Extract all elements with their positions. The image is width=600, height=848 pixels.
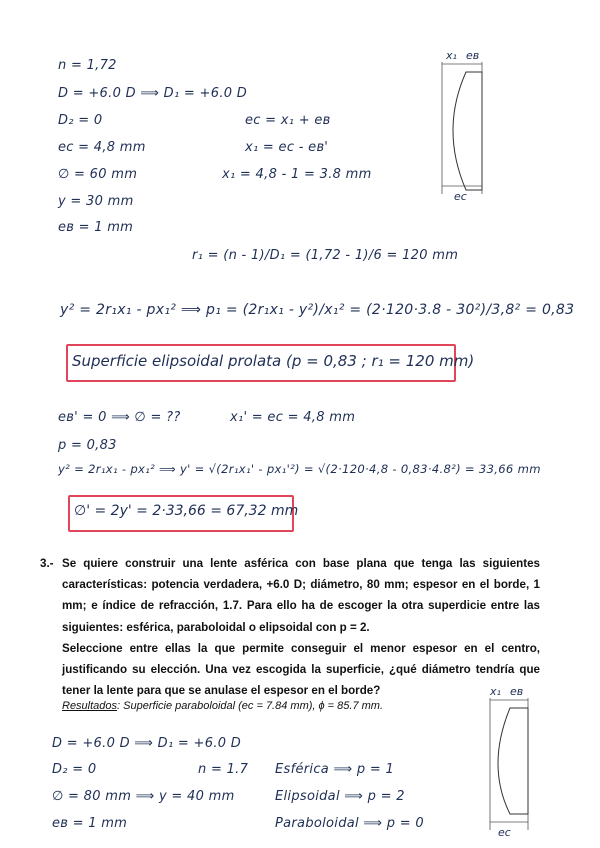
problem-statement xyxy=(40,553,540,701)
eq-x1-value: x₁ = 4,8 - 1 = 3.8 mm xyxy=(222,167,372,182)
eq-y-prime: y² = 2r₁x₁ - px₁² ⟹ y' = √(2r₁x₁' - px₁'²) = √(2·120·4,8 - 0,83·4.8²) = 33,66 mm xyxy=(58,462,541,476)
problem-text: Se quiere construir una lente asférica con base plana que tenga las siguientes características: potencia verdadera, +6.0 D; diámetro, 80 mm; espesor en el borde, 1 mm; e índice de refracción, 1.7. Para ello ha de escoger la otra superdicie entre las siguientes: esférica, paraboloidal o elipsoidal con p = 2. xyxy=(62,557,540,634)
lens-diagram-1 xyxy=(436,49,496,203)
lens1-ec-label: eᴄ xyxy=(454,190,467,203)
problem-text-2: Seleccione entre ellas la que permite conseguir el menor espesor en el centro, justificando su elección. Una vez escogida la superficie, ¿qué diámetro tendría que tener la lente para que se anulase el espesor en el borde? xyxy=(62,641,540,698)
results-label: Resultados xyxy=(62,700,118,712)
lens1-x1-label: x₁ xyxy=(446,49,457,62)
given-eb: eʙ = 1 mm xyxy=(58,220,134,235)
lens1-eb-label: eʙ xyxy=(466,49,480,62)
result-2-text: ∅' = 2y' = 2·33,66 = 67,32 mm xyxy=(74,503,299,519)
given-diameter: ∅ = 60 mm xyxy=(58,167,138,182)
given-ec: eᴄ = 4,8 mm xyxy=(58,140,146,155)
lens2-x1-label: x₁ xyxy=(490,685,501,698)
eq-p1: y² = 2r₁x₁ - px₁² ⟹ p₁ = (2r₁x₁ - y²)/x₁² = (2·120·3.8 - 30²)/3,8² = 0,83 xyxy=(60,302,575,318)
given-power: D = +6.0 D ⟹ D₁ = +6.0 D xyxy=(58,86,248,101)
s3-spherical: Esférica ⟹ p = 1 xyxy=(275,762,395,777)
given-y: y = 30 mm xyxy=(58,194,134,209)
lens-diagram-2 xyxy=(484,685,544,839)
result-1-text: Superficie elipsoidal prolata (p = 0,83 ; r₁ = 120 mm) xyxy=(72,352,475,370)
eq-x1: x₁ = eᴄ - eʙ' xyxy=(245,140,329,155)
s3-power: D = +6.0 D ⟹ D₁ = +6.0 D xyxy=(52,736,242,751)
eq-eb-prime: eʙ' = 0 ⟹ ∅ = ?? xyxy=(58,410,181,425)
results-text: : Superficie paraboloidal (eᴄ = 7.84 mm), ϕ = 85.7 mm. xyxy=(117,700,384,712)
s3-n: n = 1.7 xyxy=(198,762,249,777)
s3-d2: D₂ = 0 xyxy=(52,762,97,777)
s3-ellipsoidal: Elipsoidal ⟹ p = 2 xyxy=(275,789,405,804)
eq-x1-prime: x₁' = eᴄ = 4,8 mm xyxy=(230,410,356,425)
problem-number: 3.- xyxy=(40,557,54,570)
eq-r1: r₁ = (n - 1)/D₁ = (1,72 - 1)/6 = 120 mm xyxy=(192,248,459,263)
given-n: n = 1,72 xyxy=(58,58,117,73)
s3-eb: eʙ = 1 mm xyxy=(52,816,128,831)
eq-ec: eᴄ = x₁ + eʙ xyxy=(245,113,331,128)
s3-paraboloidal: Paraboloidal ⟹ p = 0 xyxy=(275,816,424,831)
lens2-eb-label: eʙ xyxy=(510,685,524,698)
s3-diameter: ∅ = 80 mm ⟹ y = 40 mm xyxy=(52,789,235,804)
results-line xyxy=(62,700,383,712)
given-d2: D₂ = 0 xyxy=(58,113,103,128)
lens2-ec-label: eᴄ xyxy=(498,826,511,839)
eq-p-value: p = 0,83 xyxy=(58,438,117,453)
